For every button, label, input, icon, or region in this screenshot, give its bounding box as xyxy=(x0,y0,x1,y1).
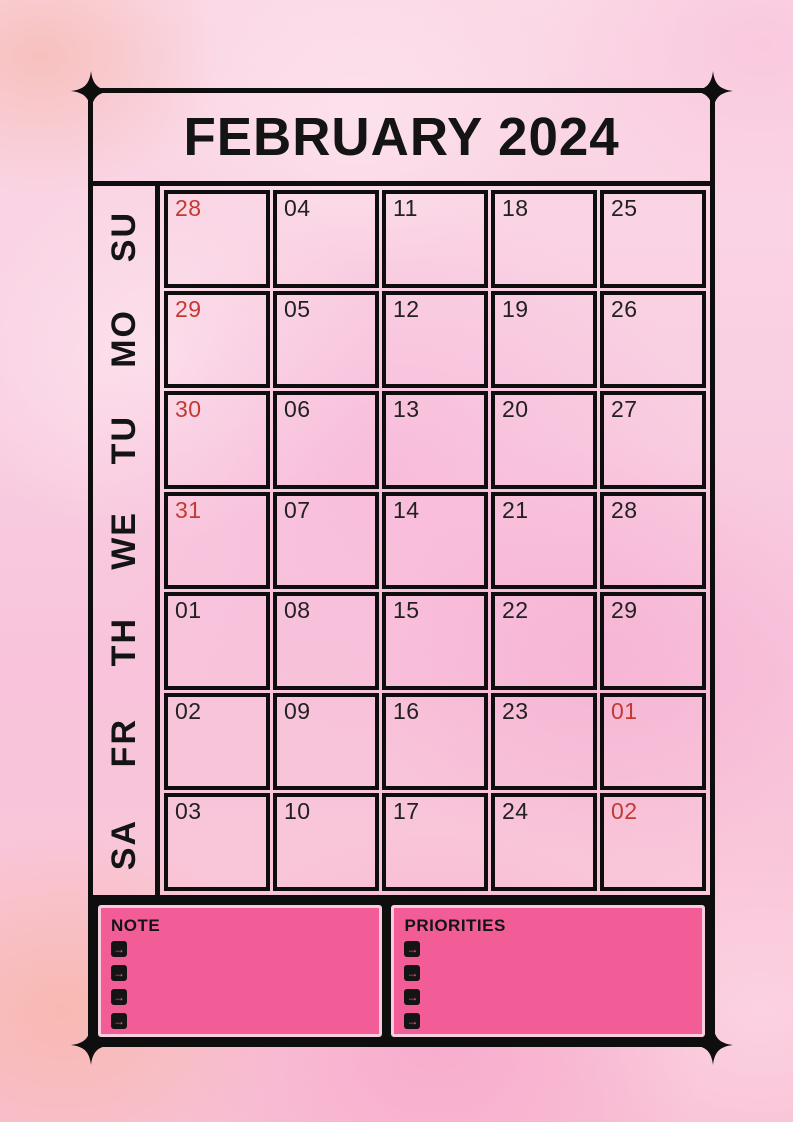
day-label-text: FR xyxy=(104,718,143,768)
date-number: 16 xyxy=(393,697,420,724)
date-number: 09 xyxy=(284,697,311,724)
date-number: 15 xyxy=(393,597,420,624)
date-number: 02 xyxy=(175,697,202,724)
date-cell xyxy=(273,391,379,489)
date-number: 26 xyxy=(611,295,638,322)
date-number: 01 xyxy=(611,697,638,724)
arrow-right-icon: → xyxy=(113,1014,125,1028)
date-number: 23 xyxy=(502,697,529,724)
date-grid xyxy=(160,186,710,895)
date-number: 02 xyxy=(611,798,638,825)
date-number: 27 xyxy=(611,396,638,423)
date-cell xyxy=(600,592,706,690)
date-cell xyxy=(491,693,597,791)
date-cell xyxy=(382,190,488,288)
date-cell xyxy=(164,793,270,891)
note-line xyxy=(111,965,369,981)
day-label-text: TH xyxy=(104,617,143,667)
title-bar xyxy=(93,93,710,186)
date-cell xyxy=(600,793,706,891)
note-line xyxy=(111,989,369,1005)
date-cell xyxy=(382,492,488,590)
date-cell xyxy=(273,592,379,690)
day-label-tu xyxy=(93,389,155,490)
priorities-panel-title: PRIORITIES xyxy=(404,916,506,935)
date-number: 29 xyxy=(175,295,202,322)
date-number: 03 xyxy=(175,798,202,825)
date-number: 14 xyxy=(393,496,420,523)
sparkle-icon xyxy=(71,1025,111,1065)
day-label-text: TU xyxy=(104,414,143,464)
arrow-right-icon: → xyxy=(406,966,419,980)
priority-line xyxy=(404,989,692,1005)
priority-line xyxy=(404,941,692,957)
arrow-right-icon: → xyxy=(406,942,419,956)
date-cell xyxy=(382,391,488,489)
day-label-text: SA xyxy=(104,818,143,870)
date-cell xyxy=(382,592,488,690)
date-cell xyxy=(491,793,597,891)
date-number: 20 xyxy=(502,396,529,423)
day-label-sa xyxy=(93,794,155,895)
date-cell xyxy=(164,592,270,690)
date-cell xyxy=(382,693,488,791)
sparkle-icon xyxy=(693,71,733,111)
date-number: 13 xyxy=(393,396,420,423)
date-cell xyxy=(273,793,379,891)
calendar-grid xyxy=(93,186,710,895)
date-cell xyxy=(491,291,597,389)
note-line xyxy=(111,941,369,957)
arrow-right-icon: → xyxy=(113,990,125,1004)
day-label-text: WE xyxy=(104,511,143,570)
note-panel-title: NOTE xyxy=(111,916,161,935)
date-number: 04 xyxy=(284,195,311,221)
date-number: 08 xyxy=(284,597,311,624)
date-cell xyxy=(382,793,488,891)
priority-line xyxy=(404,965,692,981)
date-number: 17 xyxy=(393,798,420,825)
date-cell xyxy=(164,291,270,389)
calendar-frame xyxy=(88,88,715,1047)
date-number: 21 xyxy=(502,496,529,523)
note-panel xyxy=(98,905,382,1037)
priorities-panel xyxy=(391,905,705,1037)
date-number: 06 xyxy=(284,396,311,423)
date-number: 10 xyxy=(284,798,311,825)
day-label-mo xyxy=(93,287,155,388)
arrow-right-icon: → xyxy=(406,1014,419,1028)
date-number: 12 xyxy=(393,295,420,322)
date-number: 31 xyxy=(175,496,202,523)
date-number: 25 xyxy=(611,195,638,221)
date-number: 07 xyxy=(284,496,311,523)
date-number: 01 xyxy=(175,597,202,624)
arrow-right-icon: → xyxy=(406,990,419,1004)
date-cell xyxy=(273,693,379,791)
day-label-fr xyxy=(93,692,155,793)
date-number: 19 xyxy=(502,295,529,322)
date-cell xyxy=(491,190,597,288)
date-number: 22 xyxy=(502,597,529,624)
arrow-right-icon: → xyxy=(113,966,125,980)
date-cell xyxy=(491,592,597,690)
sparkle-icon xyxy=(71,71,111,111)
date-cell xyxy=(273,492,379,590)
weekday-column xyxy=(93,186,160,895)
date-cell xyxy=(164,190,270,288)
date-cell xyxy=(164,391,270,489)
date-cell xyxy=(491,391,597,489)
date-cell xyxy=(491,492,597,590)
date-cell xyxy=(600,391,706,489)
day-label-su xyxy=(93,186,155,287)
date-number: 28 xyxy=(175,195,202,221)
date-cell xyxy=(164,492,270,590)
sparkle-icon xyxy=(693,1025,733,1065)
date-cell xyxy=(164,693,270,791)
date-number: 24 xyxy=(502,798,529,825)
priority-line xyxy=(404,1013,692,1029)
date-number: 18 xyxy=(502,195,529,221)
date-number: 11 xyxy=(393,195,418,221)
day-label-text: SU xyxy=(104,211,143,263)
date-cell xyxy=(273,291,379,389)
day-label-we xyxy=(93,490,155,591)
day-label-th xyxy=(93,591,155,692)
date-cell xyxy=(600,291,706,389)
date-cell xyxy=(382,291,488,389)
arrow-right-icon: → xyxy=(113,942,125,956)
date-cell xyxy=(600,492,706,590)
date-number: 30 xyxy=(175,396,202,423)
day-label-text: MO xyxy=(104,308,143,368)
date-cell xyxy=(273,190,379,288)
date-number: 29 xyxy=(611,597,638,624)
bottom-section xyxy=(93,895,710,1042)
date-cell xyxy=(600,693,706,791)
date-number: 28 xyxy=(611,496,638,523)
note-line xyxy=(111,1013,369,1029)
date-cell xyxy=(600,190,706,288)
month-title: FEBRUARY 2024 xyxy=(183,107,620,167)
date-number: 05 xyxy=(284,295,311,322)
